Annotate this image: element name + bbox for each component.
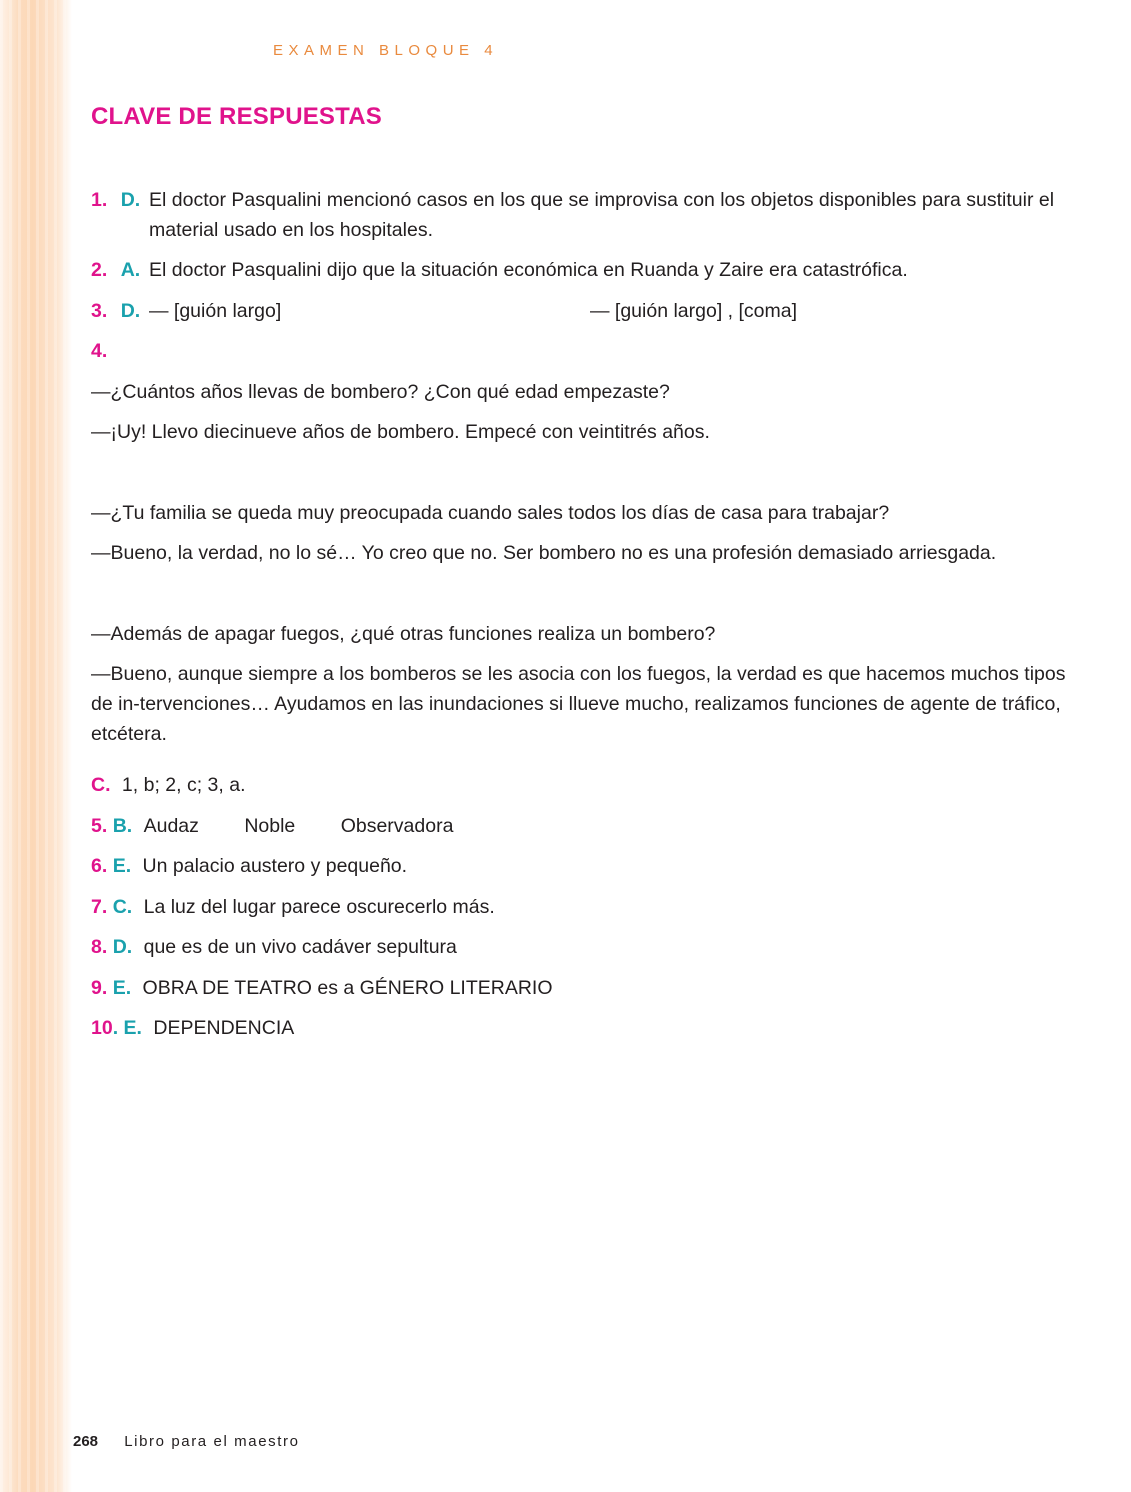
page-number: 268: [73, 1433, 99, 1450]
section-header: EXAMEN BLOQUE 4: [273, 42, 499, 59]
item-text: que es de un vivo cadáver sepultura: [143, 936, 457, 958]
item-answer: D.: [120, 189, 141, 211]
item-number: 5.: [91, 815, 108, 837]
item-text: La luz del lugar parece oscurecerlo más.: [143, 896, 495, 918]
item-number: 7.: [91, 896, 108, 918]
answer-item-2: [91, 255, 140, 285]
answer-item-7: [91, 892, 495, 922]
item-word-1: Audaz: [143, 815, 199, 837]
item-number: 2.: [91, 259, 108, 281]
item-answer: C.: [91, 774, 111, 796]
item-number: 1.: [91, 189, 108, 211]
answer-text-2: El doctor Pasqualini dijo que la situación económica en Ruanda y Zaire era catastrófica.: [149, 259, 908, 281]
dialogue-line: —¿Tu familia se queda muy preocupada cuando sales todos los días de casa para trabajar?: [91, 502, 890, 524]
item-answer: B.: [112, 815, 133, 837]
item-text: DEPENDENCIA: [153, 1017, 295, 1039]
item-text: 1, b; 2, c; 3, a.: [121, 774, 246, 796]
answer-text-3a: — [guión largo]: [149, 300, 282, 322]
page-title: CLAVE DE RESPUESTAS: [91, 103, 382, 130]
item-answer: E.: [112, 977, 132, 999]
item-answer: E.: [123, 1017, 142, 1039]
dialogue-line: —¿Cuántos años llevas de bombero? ¿Con qué edad empezaste?: [91, 381, 670, 403]
answer-item-5: [91, 811, 453, 841]
item-number: 10: [91, 1017, 113, 1039]
item-answer: D.: [120, 300, 141, 322]
answer-item-c: [91, 770, 246, 800]
item-number: 9.: [91, 977, 108, 999]
item-answer: A.: [120, 259, 141, 281]
item-word-3: Observadora: [340, 815, 454, 837]
dialogue-line: —¡Uy! Llevo diecinueve años de bombero. Empecé con veintitrés años.: [91, 421, 710, 443]
item-number: 4.: [91, 340, 108, 362]
item-number: 8.: [91, 936, 108, 958]
item-number: 6.: [91, 855, 108, 877]
answer-text-1: El doctor Pasqualini mencionó casos en los que se improvisa con los objetos disponibles para sustituir el material usado en los hospitales.: [149, 189, 1055, 241]
dialogue-line: —Además de apagar fuegos, ¿qué otras funciones realiza un bombero?: [91, 623, 716, 645]
item-word-2: Noble: [244, 815, 296, 837]
item-answer: C.: [112, 896, 133, 918]
item-answer: E.: [112, 855, 132, 877]
dialogue-line: —Bueno, la verdad, no lo sé… Yo creo que no. Ser bombero no es una profesión demasiado arriesgada.: [91, 542, 997, 564]
item-separator: .: [112, 1017, 119, 1039]
answer-item-1: [91, 185, 140, 215]
decorative-side-band: [0, 0, 72, 1492]
item-text: OBRA DE TEATRO es a GÉNERO LITERARIO: [142, 977, 553, 999]
answer-text-3b: — [guión largo] , [coma]: [590, 300, 798, 322]
answer-item-8: [91, 932, 457, 962]
answer-item-10: [91, 1013, 294, 1043]
answer-item-9: [91, 973, 553, 1003]
answer-item-6: [91, 851, 407, 881]
item-text: Un palacio austero y pequeño.: [142, 855, 408, 877]
answer-item-4: [91, 336, 107, 366]
answer-item-3: [91, 296, 140, 326]
item-number: 3.: [91, 300, 108, 322]
page-footer: [73, 1433, 300, 1450]
item-answer: D.: [112, 936, 133, 958]
dialogue-line: —Bueno, aunque siempre a los bomberos se les asocia con los fuegos, la verdad es que hacemos muchos tipos de in-tervenciones… Ayudamos en las inundaciones si llueve mucho, realizamos funciones de agente de tráfico, etcétera.: [91, 663, 1066, 745]
footer-label: Libro para el maestro: [124, 1433, 300, 1450]
